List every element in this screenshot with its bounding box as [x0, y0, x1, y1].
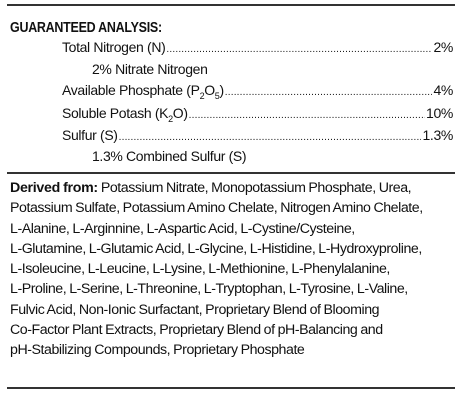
combined-sulfur-line: 1.3% Combined Sulfur (S): [92, 148, 247, 164]
guaranteed-analysis-heading: GUARANTEED ANALYSIS:: [10, 20, 162, 36]
derived-line: L-Glutamine, L-Glutamic Acid, L-Glycine, L-Histidine, L-Hydroxyproline,: [10, 240, 422, 257]
sulfur-value: 1.3%: [422, 127, 453, 143]
soluble-potash-label: Soluble Potash $(K_2O)$: [62, 105, 188, 124]
available-phosphate-value: 4%: [433, 82, 453, 98]
derived-text: Potassium Nitrate, Monopotassium Phosphate, Urea,: [97, 180, 412, 196]
total-nitrogen-row: [62, 38, 453, 58]
derived-from-paragraph: [10, 178, 456, 361]
derived-line: Co-Factor Plant Extracts, Proprietary Blend of pH-Balancing and: [10, 322, 383, 339]
soluble-potash-value: 10%: [426, 105, 453, 121]
middle-divider: [7, 172, 455, 174]
total-nitrogen-value: 2%: [433, 39, 453, 55]
sulfur-row: [62, 126, 453, 146]
sulfur-label: Sulfur (S): [62, 127, 118, 143]
bottom-divider: [7, 387, 455, 389]
derived-line: Potassium Sulfate, Potassium Amino Chelate, Nitrogen Amino Chelate,: [10, 200, 423, 217]
soluble-potash-row: [62, 104, 453, 124]
available-phosphate-label: Available Phosphate $(P_2O_5)$: [62, 82, 224, 101]
derived-line: L-Proline, L-Serine, L-Threonine, L-Tryptophan, L-Tyrosine, L-Valine,: [10, 281, 408, 298]
nitrate-nitrogen-line: 2% Nitrate Nitrogen: [92, 61, 208, 77]
leader-dots: [225, 81, 433, 95]
derived-from-label: Derived from:: [10, 180, 98, 196]
leader-dots: [166, 38, 432, 52]
derived-line: L-Isoleucine, L-Leucine, L-Lysine, L-Methionine, L-Phenylalanine,: [10, 261, 390, 278]
leader-dots: [189, 104, 425, 118]
derived-line: L-Alanine, L-Arginnine, L-Aspartic Acid, L-Cystine/Cysteine,: [10, 220, 355, 237]
leader-dots: [119, 126, 422, 140]
derived-line: pH-Stabilizing Compounds, Proprietary Phosphate: [10, 342, 305, 359]
derived-line: Fulvic Acid, Non-Ionic Surfactant, Proprietary Blend of Blooming: [10, 301, 380, 318]
derived-line: [10, 178, 456, 198]
available-phosphate-row: [62, 81, 453, 101]
top-divider: [7, 4, 455, 6]
total-nitrogen-label: Total Nitrogen (N): [62, 39, 166, 55]
